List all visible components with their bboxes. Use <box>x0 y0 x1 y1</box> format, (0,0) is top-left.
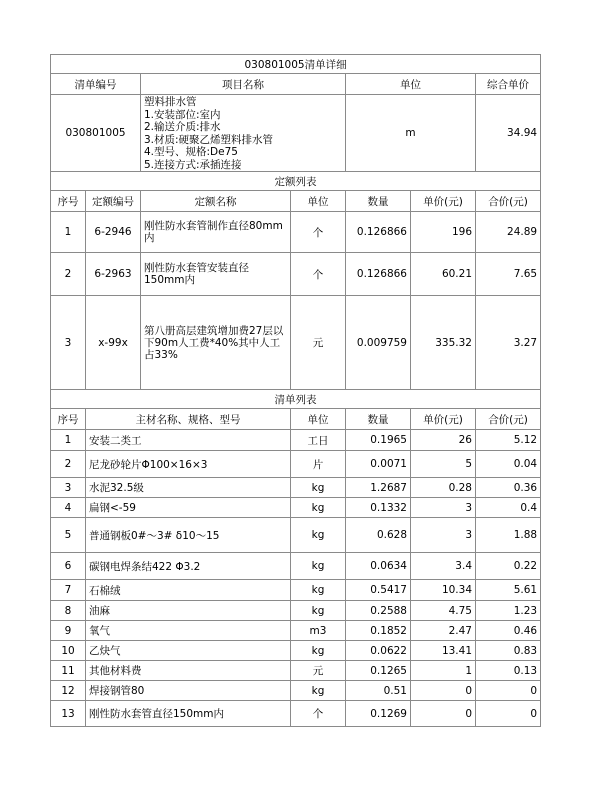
list-price-header: 综合单价 <box>476 74 541 95</box>
material-total: 0 <box>476 681 541 701</box>
quota-qty: 0.126866 <box>346 212 411 253</box>
material-unit-price: 3 <box>411 498 476 518</box>
material-name: 扁钢<-59 <box>86 498 291 518</box>
material-unit: kg <box>291 681 346 701</box>
material-row <box>51 580 541 601</box>
material-qty: 0.1265 <box>346 661 411 681</box>
material-unit-price: 0.28 <box>411 478 476 498</box>
quota-name-header: 定额名称 <box>141 191 291 212</box>
material-qty: 0.1332 <box>346 498 411 518</box>
material-row <box>51 601 541 621</box>
material-total: 0.46 <box>476 621 541 641</box>
material-section-title: 清单列表 <box>51 390 541 409</box>
quota-qty: 0.009759 <box>346 296 411 390</box>
material-unit: m3 <box>291 621 346 641</box>
material-unit-price: 13.41 <box>411 641 476 661</box>
material-name: 安装二类工 <box>86 430 291 451</box>
quota-seq: 1 <box>51 212 86 253</box>
material-total: 5.12 <box>476 430 541 451</box>
material-unit: 元 <box>291 661 346 681</box>
material-row <box>51 641 541 661</box>
material-row <box>51 661 541 681</box>
material-seq: 12 <box>51 681 86 701</box>
material-name: 油麻 <box>86 601 291 621</box>
material-row <box>51 430 541 451</box>
material-qty: 0.0071 <box>346 451 411 478</box>
list-item-code: 030801005 <box>51 95 141 172</box>
material-unit-price: 2.47 <box>411 621 476 641</box>
material-qty: 0.2588 <box>346 601 411 621</box>
material-unit-price: 3 <box>411 518 476 553</box>
quota-unit: 元 <box>291 296 346 390</box>
material-total: 0.13 <box>476 661 541 681</box>
quota-row <box>51 212 541 253</box>
material-total: 0.22 <box>476 553 541 580</box>
material-unit-price: 0 <box>411 701 476 727</box>
material-unit-price: 1 <box>411 661 476 681</box>
material-unit: kg <box>291 498 346 518</box>
material-unit: kg <box>291 478 346 498</box>
material-row <box>51 498 541 518</box>
material-total-header: 合价(元) <box>476 409 541 430</box>
material-row <box>51 681 541 701</box>
list-code-header: 清单编号 <box>51 74 141 95</box>
quota-unit-price: 335.32 <box>411 296 476 390</box>
material-row <box>51 701 541 727</box>
quota-section-title: 定额列表 <box>51 172 541 191</box>
material-seq: 7 <box>51 580 86 601</box>
material-unit-price: 5 <box>411 451 476 478</box>
material-unit: kg <box>291 601 346 621</box>
quota-total: 24.89 <box>476 212 541 253</box>
material-row <box>51 553 541 580</box>
material-seq: 4 <box>51 498 86 518</box>
material-unit-price-header: 单价(元) <box>411 409 476 430</box>
material-seq: 3 <box>51 478 86 498</box>
desc-line: 4.型号、规格:De75 <box>144 146 238 158</box>
quota-qty: 0.126866 <box>346 253 411 296</box>
list-name-header: 项目名称 <box>141 74 346 95</box>
material-name: 刚性防水套管直径150mm内 <box>86 701 291 727</box>
material-qty: 0.5417 <box>346 580 411 601</box>
quota-name: 第八册高层建筑增加费27层以下90m人工费*40%其中人工占33% <box>141 296 291 390</box>
material-seq-header: 序号 <box>51 409 86 430</box>
material-seq: 10 <box>51 641 86 661</box>
quota-row <box>51 253 541 296</box>
list-item-price: 34.94 <box>476 95 541 172</box>
material-seq: 8 <box>51 601 86 621</box>
material-qty: 1.2687 <box>346 478 411 498</box>
material-row <box>51 518 541 553</box>
list-item-unit: m <box>346 95 476 172</box>
material-row <box>51 621 541 641</box>
quota-unit: 个 <box>291 253 346 296</box>
quota-unit: 个 <box>291 212 346 253</box>
quota-total-header: 合价(元) <box>476 191 541 212</box>
material-seq: 9 <box>51 621 86 641</box>
desc-line: 5.连接方式:承插连接 <box>144 158 242 171</box>
material-name: 碳钢电焊条结422 Φ3.2 <box>86 553 291 580</box>
material-total: 0.83 <box>476 641 541 661</box>
quota-code: 6-2946 <box>86 212 141 253</box>
quota-seq: 3 <box>51 296 86 390</box>
material-qty: 0.628 <box>346 518 411 553</box>
sheet-title: 030801005清单详细 <box>51 55 541 74</box>
material-unit: kg <box>291 518 346 553</box>
material-unit: 个 <box>291 701 346 727</box>
material-unit: 工日 <box>291 430 346 451</box>
quota-total: 7.65 <box>476 253 541 296</box>
quota-total: 3.27 <box>476 296 541 390</box>
material-unit: kg <box>291 580 346 601</box>
material-seq: 5 <box>51 518 86 553</box>
quota-code-header: 定额编号 <box>86 191 141 212</box>
material-qty: 0.1852 <box>346 621 411 641</box>
quota-name: 刚性防水套管制作直径80mm内 <box>141 212 291 253</box>
quota-seq-header: 序号 <box>51 191 86 212</box>
quota-unit-price: 196 <box>411 212 476 253</box>
quota-seq: 2 <box>51 253 86 296</box>
material-row <box>51 451 541 478</box>
material-total: 0.4 <box>476 498 541 518</box>
quota-qty-header: 数量 <box>346 191 411 212</box>
material-name: 尼龙砂轮片Φ100×16×3 <box>86 451 291 478</box>
material-qty: 0.0634 <box>346 553 411 580</box>
material-total: 0.36 <box>476 478 541 498</box>
material-unit-price: 3.4 <box>411 553 476 580</box>
quota-name: 刚性防水套管安装直径150mm内 <box>141 253 291 296</box>
material-total: 5.61 <box>476 580 541 601</box>
material-name-header: 主材名称、规格、型号 <box>86 409 291 430</box>
material-name: 其他材料费 <box>86 661 291 681</box>
list-item-description <box>141 95 346 172</box>
desc-line: 3.材质:硬聚乙烯塑料排水管 <box>144 133 274 146</box>
quota-code: 6-2963 <box>86 253 141 296</box>
list-header-row <box>51 74 541 95</box>
material-qty-header: 数量 <box>346 409 411 430</box>
material-total: 1.23 <box>476 601 541 621</box>
material-total: 0.04 <box>476 451 541 478</box>
material-unit: kg <box>291 641 346 661</box>
material-row <box>51 478 541 498</box>
material-seq: 13 <box>51 701 86 727</box>
material-qty: 0.1965 <box>346 430 411 451</box>
material-unit-price: 0 <box>411 681 476 701</box>
quota-row <box>51 296 541 390</box>
material-name: 焊接钢管80 <box>86 681 291 701</box>
desc-line: 1.安装部位:室内 <box>144 108 221 121</box>
quota-unit-header: 单位 <box>291 191 346 212</box>
material-name: 普通钢板0#～3# δ10～15 <box>86 518 291 553</box>
quota-header-row <box>51 191 541 212</box>
material-seq: 2 <box>51 451 86 478</box>
material-unit-price: 10.34 <box>411 580 476 601</box>
material-name: 乙炔气 <box>86 641 291 661</box>
bill-detail-table <box>50 54 541 727</box>
material-seq: 6 <box>51 553 86 580</box>
material-total: 0 <box>476 701 541 727</box>
material-qty: 0.51 <box>346 681 411 701</box>
material-header-row <box>51 409 541 430</box>
material-qty: 0.1269 <box>346 701 411 727</box>
desc-line: 2.输送介质:排水 <box>144 121 221 133</box>
material-unit-price: 26 <box>411 430 476 451</box>
material-qty: 0.0622 <box>346 641 411 661</box>
material-unit-header: 单位 <box>291 409 346 430</box>
material-total: 1.88 <box>476 518 541 553</box>
material-name: 氧气 <box>86 621 291 641</box>
material-unit: kg <box>291 553 346 580</box>
material-name: 水泥32.5级 <box>86 478 291 498</box>
quota-unit-price: 60.21 <box>411 253 476 296</box>
bill-detail-sheet <box>50 54 540 727</box>
quota-code: x-99x <box>86 296 141 390</box>
material-unit-price: 4.75 <box>411 601 476 621</box>
quota-unit-price-header: 单价(元) <box>411 191 476 212</box>
list-item-row <box>51 95 541 172</box>
material-name: 石棉绒 <box>86 580 291 601</box>
desc-line: 塑料排水管 <box>144 96 197 108</box>
material-seq: 1 <box>51 430 86 451</box>
material-unit: 片 <box>291 451 346 478</box>
list-unit-header: 单位 <box>346 74 476 95</box>
material-seq: 11 <box>51 661 86 681</box>
